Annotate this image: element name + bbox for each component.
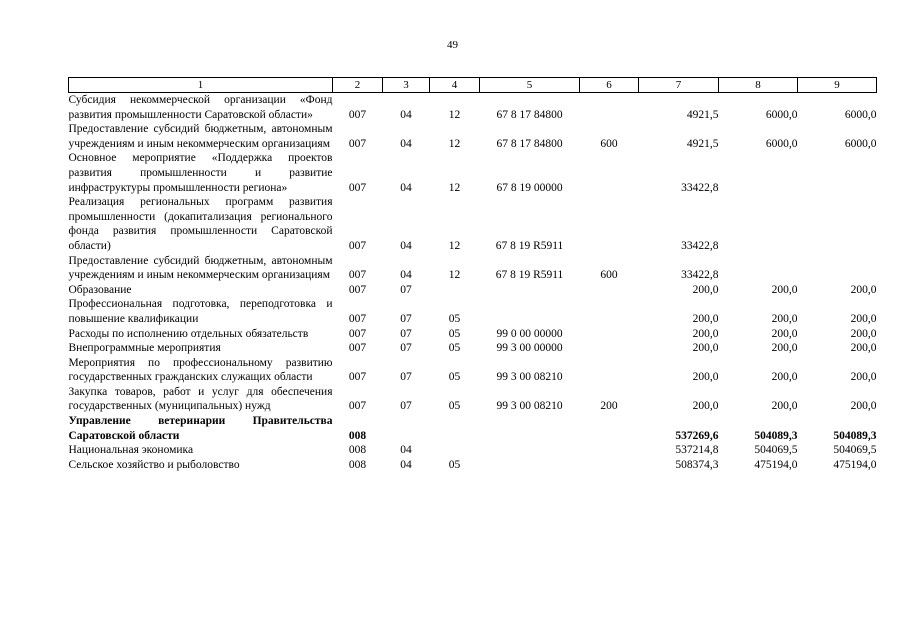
ministry-code: 007 (348, 327, 367, 340)
target-article-code: 99 0 00 00000 (496, 327, 563, 340)
row-name: Предоставление субсидий бюджетным, автономным учреждениям и иным некоммерческим организациям (68, 123, 333, 150)
table-row (69, 297, 877, 326)
subsection-code: 05 (448, 312, 461, 325)
section-code: 07 (400, 327, 412, 340)
expense-type-code (580, 283, 639, 298)
expense-type-code (580, 458, 639, 473)
section-code (383, 414, 430, 443)
row-name: Сельское хозяйство и рыболовство (68, 458, 240, 471)
section-code: 04 (400, 108, 412, 121)
amount-col-9: 200,0 (850, 342, 877, 355)
amount-col-9: 475194,0 (833, 458, 877, 471)
amount-col-7: 4921,5 (686, 108, 719, 121)
amount-col-9: 504069,5 (833, 444, 877, 457)
table-row (69, 283, 877, 298)
expense-type-code (580, 93, 639, 123)
amount-col-9: 200,0 (850, 400, 877, 413)
target-article-code: 99 3 00 08210 (496, 400, 563, 413)
amount-col-7: 200,0 (692, 342, 719, 355)
subsection-code: 05 (448, 342, 461, 355)
amount-col-8: 200,0 (771, 327, 798, 340)
amount-col-8: 6000,0 (765, 137, 798, 150)
ministry-code: 007 (348, 269, 367, 282)
target-article-code (480, 414, 580, 443)
subsection-code: 12 (448, 137, 461, 150)
table-row (69, 414, 877, 443)
ministry-code: 007 (348, 108, 367, 121)
target-article-code (480, 458, 580, 473)
section-code: 07 (400, 342, 412, 355)
ministry-code: 008 (348, 444, 367, 457)
subsection-code (430, 443, 480, 458)
amount-col-7: 537269,6 (675, 429, 719, 442)
target-article-code: 99 3 00 08210 (496, 371, 563, 384)
section-code: 04 (400, 239, 412, 252)
amount-col-9: 200,0 (850, 312, 877, 325)
table-row (69, 327, 877, 342)
row-name: Расходы по исполнению отдельных обязательств (68, 327, 309, 340)
subsection-code: 05 (448, 400, 461, 413)
amount-col-7: 200,0 (692, 283, 719, 296)
amount-col-8 (719, 151, 798, 195)
row-name: Субсидия некоммерческой организации «Фонд развития промышленности Саратовской области» (68, 94, 333, 121)
column-header: 2 (333, 78, 383, 93)
amount-col-7: 33422,8 (681, 239, 719, 252)
subsection-code: 12 (448, 239, 461, 252)
expense-type-code (580, 195, 639, 253)
amount-col-9: 200,0 (850, 283, 877, 296)
expense-type-code (580, 327, 639, 342)
expense-type-code: 200 (600, 400, 618, 413)
budget-table (68, 77, 877, 472)
table-row (69, 341, 877, 356)
column-header: 9 (798, 78, 877, 93)
amount-col-9 (798, 195, 877, 253)
column-header: 5 (480, 78, 580, 93)
subsection-code (430, 414, 480, 443)
table-row (69, 254, 877, 283)
target-article-code: 67 8 19 00000 (496, 181, 563, 194)
expense-type-code (580, 151, 639, 195)
section-code: 07 (400, 400, 412, 413)
page-number: 49 (447, 39, 458, 51)
amount-col-8: 200,0 (771, 400, 798, 413)
target-article-code: 67 8 19 R5911 (495, 269, 564, 282)
table-row (69, 195, 877, 253)
section-code: 07 (400, 283, 412, 296)
row-name: Образование (68, 283, 132, 296)
amount-col-9: 504089,3 (833, 429, 877, 442)
amount-col-9: 200,0 (850, 371, 877, 384)
column-header: 6 (580, 78, 639, 93)
ministry-code: 007 (348, 342, 367, 355)
column-header: 3 (383, 78, 430, 93)
row-name: Реализация региональных программ развития промышленности (докапитализация регионального фонда развития промышленности Саратовской области) (68, 196, 333, 252)
ministry-code: 008 (348, 458, 367, 471)
amount-col-8: 200,0 (771, 342, 798, 355)
expense-type-code (580, 297, 639, 326)
table-row (69, 443, 877, 458)
amount-col-8 (719, 254, 798, 283)
subsection-code: 12 (448, 108, 461, 121)
column-header: 8 (719, 78, 798, 93)
ministry-code: 007 (348, 181, 367, 194)
row-name: Национальная экономика (68, 444, 194, 457)
ministry-code: 007 (348, 400, 367, 413)
amount-col-7: 33422,8 (681, 269, 719, 282)
target-article-code: 67 8 17 84800 (496, 137, 563, 150)
amount-col-9: 6000,0 (844, 137, 877, 150)
section-code: 07 (400, 312, 412, 325)
column-header: 7 (639, 78, 719, 93)
section-code: 04 (400, 458, 412, 471)
amount-col-8: 475194,0 (754, 458, 798, 471)
section-code: 04 (400, 269, 412, 282)
target-article-code (480, 443, 580, 458)
amount-col-8: 200,0 (771, 371, 798, 384)
subsection-code: 12 (448, 181, 461, 194)
expense-type-code (580, 341, 639, 356)
amount-col-8: 200,0 (771, 283, 798, 296)
ministry-code: 007 (348, 137, 367, 150)
section-code: 04 (400, 181, 412, 194)
ministry-code: 007 (348, 312, 367, 325)
section-code: 04 (400, 444, 412, 457)
expense-type-code (580, 443, 639, 458)
amount-col-7: 200,0 (692, 400, 719, 413)
amount-col-8: 6000,0 (765, 108, 798, 121)
subsection-code: 05 (448, 458, 461, 471)
amount-col-7: 508374,3 (675, 458, 719, 471)
table-header-row (69, 78, 877, 93)
amount-col-9: 6000,0 (844, 108, 877, 121)
amount-col-7: 33422,8 (681, 181, 719, 194)
ministry-code: 007 (348, 283, 367, 296)
subsection-code: 12 (448, 269, 461, 282)
amount-col-7: 4921,5 (686, 137, 719, 150)
ministry-code: 008 (348, 429, 367, 442)
expense-type-code: 600 (600, 137, 618, 150)
amount-col-8: 200,0 (771, 312, 798, 325)
amount-col-9 (798, 254, 877, 283)
ministry-code: 007 (348, 371, 367, 384)
target-article-code: 67 8 19 R5911 (495, 239, 564, 252)
table-row (69, 385, 877, 414)
subsection-code: 05 (448, 327, 461, 340)
amount-col-7: 200,0 (692, 327, 719, 340)
ministry-code: 007 (348, 239, 367, 252)
target-article-code: 99 3 00 00000 (496, 342, 563, 355)
table-row (69, 122, 877, 151)
amount-col-8 (719, 195, 798, 253)
amount-col-8: 504069,5 (754, 444, 798, 457)
target-article-code (480, 283, 580, 298)
column-header: 4 (430, 78, 480, 93)
row-name: Предоставление субсидий бюджетным, автономным учреждениям и иным некоммерческим организациям (68, 254, 333, 282)
row-name: Внепрограммные мероприятия (68, 342, 221, 355)
table-row (69, 458, 877, 473)
amount-col-9 (798, 151, 877, 195)
table-row (69, 356, 877, 385)
section-code: 04 (400, 137, 412, 150)
amount-col-9: 200,0 (850, 327, 877, 340)
subsection-code (430, 283, 480, 298)
row-name: Основное мероприятие «Поддержка проектов развития промышленности и развитие инфраструктуры промышленности региона» (68, 152, 333, 194)
table-row (69, 93, 877, 123)
expense-type-code: 600 (600, 269, 618, 282)
amount-col-7: 200,0 (692, 371, 719, 384)
target-article-code: 67 8 17 84800 (496, 108, 563, 121)
expense-type-code (580, 356, 639, 385)
expense-type-code (580, 414, 639, 443)
amount-col-7: 200,0 (692, 312, 719, 325)
amount-col-8: 504089,3 (754, 429, 798, 442)
table-body (69, 93, 877, 473)
section-code: 07 (400, 371, 412, 384)
row-name: Управление ветеринарии Правительства Саратовской области (68, 415, 333, 442)
table-row (69, 151, 877, 195)
row-name: Закупка товаров, работ и услуг для обеспечения государственных (муниципальных) нужд (68, 385, 333, 413)
row-name: Профессиональная подготовка, переподготовка и повышение квалификации (68, 298, 333, 325)
subsection-code: 05 (448, 371, 461, 384)
column-header: 1 (69, 78, 333, 93)
amount-col-7: 537214,8 (675, 444, 719, 457)
row-name: Мероприятия по профессиональному развитию государственных гражданских служащих области (68, 356, 333, 384)
target-article-code (480, 297, 580, 326)
